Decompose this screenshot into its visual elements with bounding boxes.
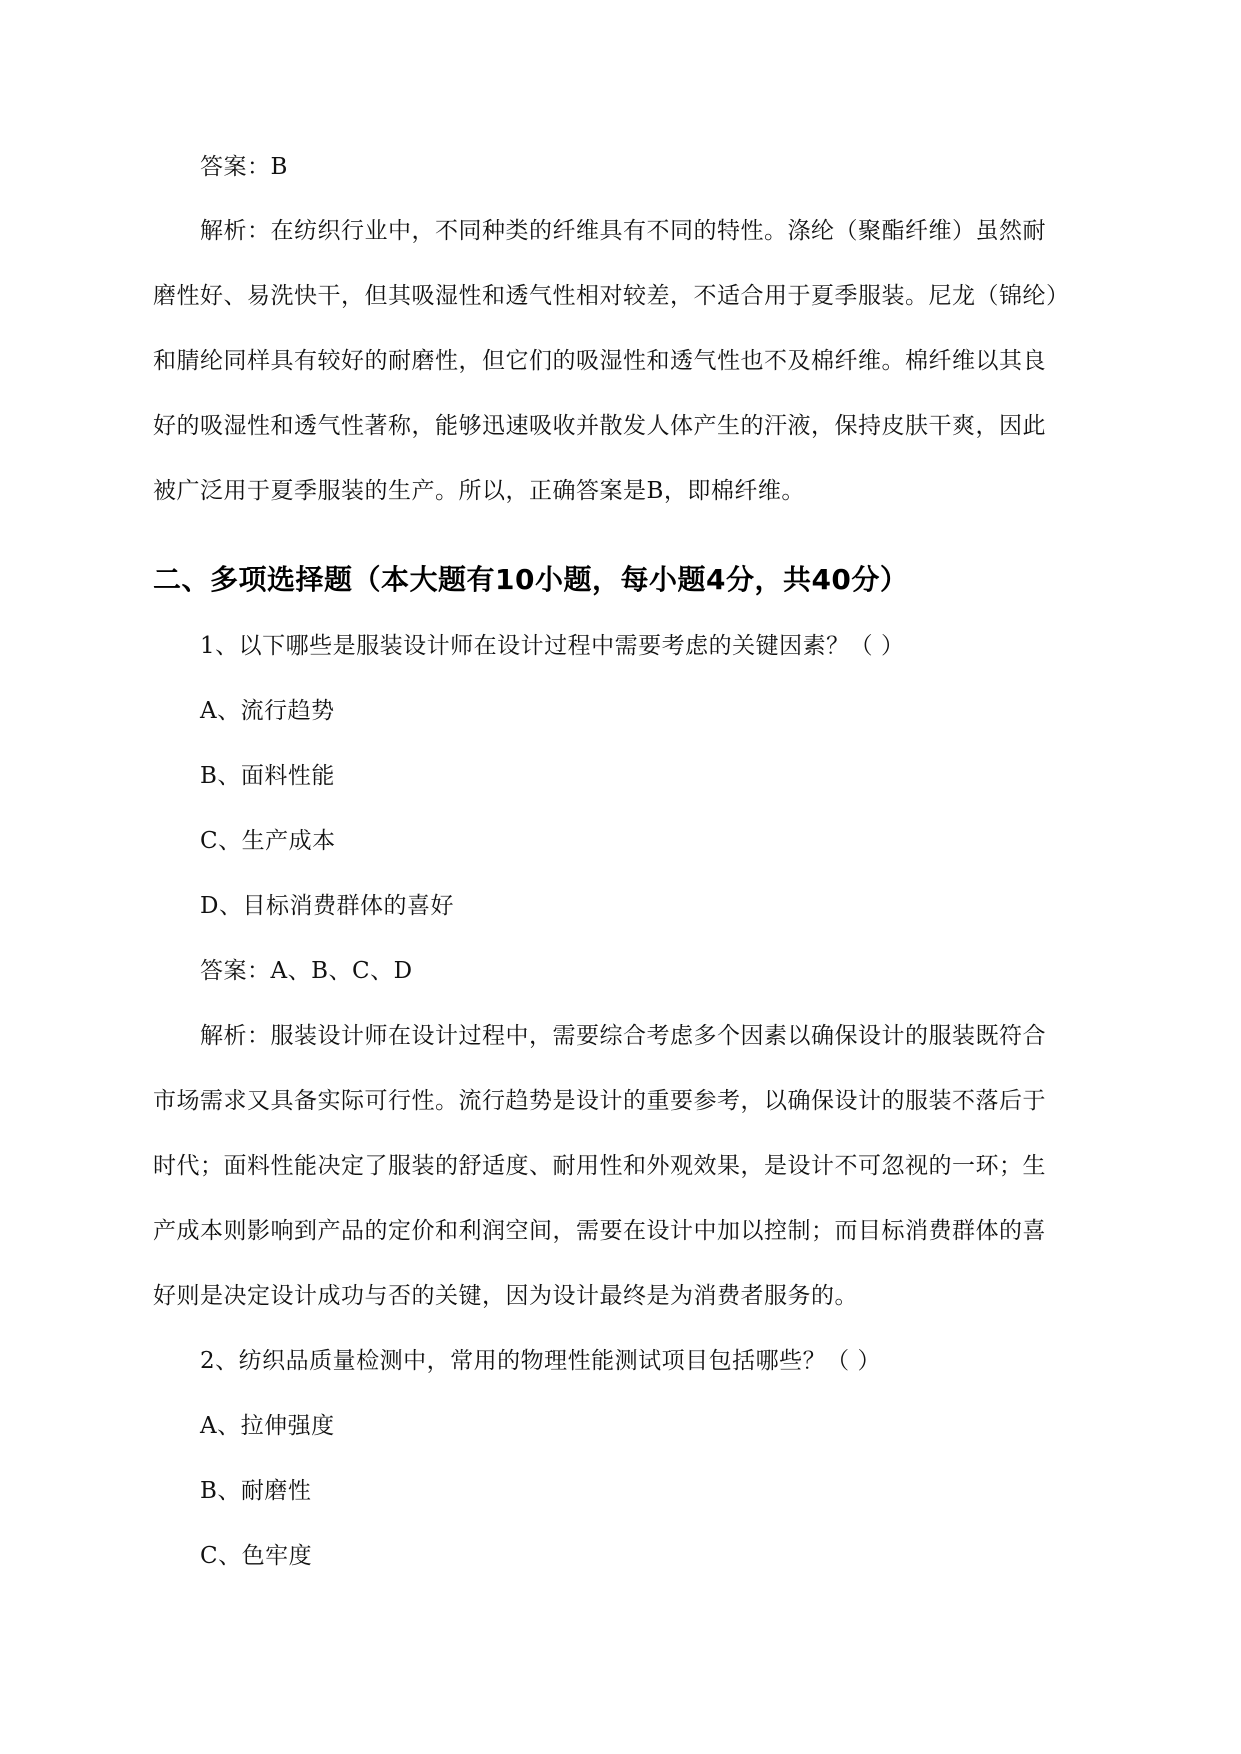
question-1-explanation-line-5: 好则是决定设计成功与否的关键，因为设计最终是为消费者服务的。 [153,1283,858,1309]
question-1-explanation-line-2: 市场需求又具备实际可行性。流行趋势是设计的重要参考，以确保设计的服装不落后于 [153,1088,1046,1114]
previous-explanation-line-4: 好的吸湿性和透气性著称，能够迅速吸收并散发人体产生的汗液，保持皮肤干爽，因此 [153,413,1046,439]
question-2-option-c: C、色牢度 [200,1543,313,1569]
question-1-explanation-line-3: 时代；面料性能决定了服装的舒适度、耐用性和外观效果，是设计不可忽视的一环；生 [153,1153,1046,1179]
section-heading: 二、多项选择题（本大题有10小题，每小题4分，共40分） [153,563,909,596]
question-1-explanation-line-1: 解析：服装设计师在设计过程中，需要综合考虑多个因素以确保设计的服装既符合 [200,1023,1046,1049]
question-1-option-c: C、生产成本 [200,828,336,854]
question-1-option-d: D、目标消费群体的喜好 [200,893,454,919]
previous-question-answer: 答案：B [200,154,288,180]
question-2-option-a: A、拉伸强度 [200,1413,335,1439]
previous-explanation-line-2: 磨性好、易洗快干，但其吸湿性和透气性相对较差，不适合用于夏季服装。尼龙（锦纶） [153,283,1070,309]
question-1-option-a: A、流行趋势 [200,698,335,724]
question-2-stem: 2、纺织品质量检测中，常用的物理性能测试项目包括哪些？（ ） [200,1348,881,1374]
previous-explanation-line-5: 被广泛用于夏季服装的生产。所以，正确答案是B，即棉纤维。 [153,478,805,504]
question-1-answer: 答案：A、B、C、D [200,958,413,984]
previous-explanation-line-3: 和腈纶同样具有较好的耐磨性，但它们的吸湿性和透气性也不及棉纤维。棉纤维以其良 [153,348,1046,374]
previous-explanation-line-1: 解析：在纺织行业中，不同种类的纤维具有不同的特性。涤纶（聚酯纤维）虽然耐 [200,218,1046,244]
question-2-option-b: B、耐磨性 [200,1478,312,1504]
question-1-stem: 1、以下哪些是服装设计师在设计过程中需要考虑的关键因素？（ ） [200,633,905,659]
question-1-option-b: B、面料性能 [200,763,335,789]
question-1-explanation-line-4: 产成本则影响到产品的定价和利润空间，需要在设计中加以控制；而目标消费群体的喜 [153,1218,1046,1244]
